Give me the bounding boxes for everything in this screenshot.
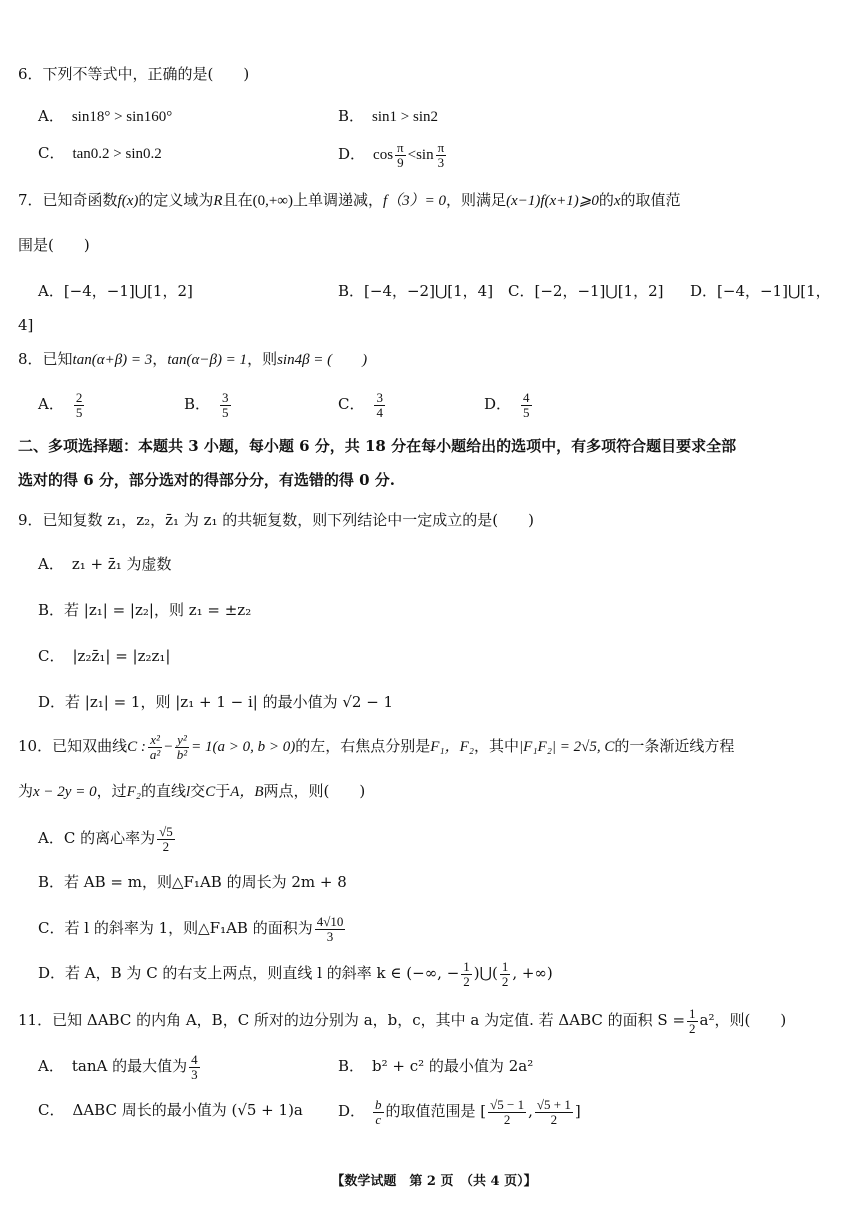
q9-stem: 9．已知复数 z₁，z₂，z̄₁ 为 z₁ 的共轭复数，则下列结论中一定成立的是( ) — [18, 511, 534, 529]
q7-option-b: B．[−4，−2]⋃[1，4] — [338, 282, 494, 300]
section2-heading-line2: 选对的得 6 分，部分选对的得部分分，有选错的得 0 分. — [18, 471, 395, 489]
q8-stem: 8．已知tan(α+β) = 3，tan(α−β) = 1，则sin4β = ( ) — [18, 350, 368, 368]
page-footer: 【数学试题 第 2 页 （共 4 页）】 — [331, 1174, 537, 1189]
q10-stem-line2: 为x − 2y = 0，过F₂的直线l交C于A，B两点，则( ) — [18, 782, 366, 800]
q8-option-d: D． $\frac{4}{5}$ — [484, 389, 530, 420]
q9-option-d: D．若 |z₁| = 1，则 |z₁ + 1 − i| 的最小值为 √2 − 1 — [38, 693, 394, 711]
q10-option-a: A．C 的离心率为 $\frac{√5}{2}$ — [38, 823, 173, 854]
q7-option-d: D．[−4，−1]⋃[1， — [690, 282, 831, 300]
q10-stem-line1: 10．已知双曲线C : $\frac{\text{x²}}{\text{a²}}$ − $\frac{\text{y²}}{\text{b²}}$ = 1(a > 0, b > 0)的左，右焦点分别是F₁，F₂，其中|F₁F₂| = 2√5, C的一条渐近线方程 — [18, 731, 735, 762]
q9-option-a: A． z₁ + z̄₁ 为虚数 — [38, 555, 172, 573]
q7-option-c: C．[−2，−1]⋃[1，2] — [508, 282, 664, 300]
q7-option-a: A．[−4，−1]⋃[1，2] — [38, 282, 193, 300]
q7-option-d-cont: 4] — [18, 316, 34, 334]
q11-option-d: D． $\frac{b}{c}$ 的取值范围是 [ $\frac{√5 - 1}{2}$ , $\frac{√5 + 1}{2}$ ] — [338, 1096, 581, 1127]
q11-option-a: A． tanA 的最大值为 $\frac{4}{3}$ — [38, 1051, 198, 1082]
q8-option-a: A． $\frac{2}{5}$ — [38, 389, 83, 420]
q6-option-a: A． sin18° > sin160° — [38, 107, 173, 125]
q7-stem-line1: 7．已知奇函数f(x)的定义域为R且在(0,+∞)上单调递减，f（3）= 0，则满足(x−1)f(x+1)⩾0的x的取值范 — [18, 191, 681, 209]
q8-option-b: B． $\frac{3}{5}$ — [184, 389, 229, 420]
section2-heading-line1: 二、多项选择题：本题共 3 小题，每小题 6 分，共 18 分在每小题给出的选项中，有多项符合题目要求全部 — [18, 437, 737, 455]
q6-option-c: C． tan0.2 > sin0.2 — [38, 144, 162, 162]
q10-option-b: B．若 AB = m，则△F₁AB 的周长为 2m + 8 — [38, 873, 347, 891]
q7-stem-line2: 围是( ) — [18, 236, 90, 254]
q6-option-b: B． sin1 > sin2 — [338, 107, 439, 125]
q8-option-c: C． $\frac{3}{4}$ — [338, 389, 383, 420]
q6-stem: 6．下列不等式中，正确的是( ) — [18, 65, 250, 83]
q9-option-c: C． |z₂z̄₁| = |z₂z₁| — [38, 647, 171, 665]
q9-option-b: B．若 |z₁| = |z₂|，则 z₁ = ±z₂ — [38, 601, 252, 619]
q11-stem: 11．已知 ΔABC 的内角 A，B，C 所对的边分别为 a，b，c，其中 a 为定值. 若 ΔABC 的面积 S = $\frac{1}{2}$ a²，则( ) — [18, 1005, 787, 1036]
q11-option-b: B． b² + c² 的最小值为 2a² — [338, 1057, 534, 1075]
q6-option-d: D． cos $\frac{\pi}{9}$ <sin $\frac{\pi}{3}$ — [338, 139, 445, 170]
q10-option-c: C．若 l 的斜率为 1，则△F₁AB 的面积为 $\frac{4√10}{3}$ — [38, 913, 344, 944]
q11-option-c: C． ΔABC 周长的最小值为 (√5 + 1)a — [38, 1101, 303, 1119]
q10-option-d: D．若 A，B 为 C 的右支上两点，则直线 l 的斜率 k ∈ (−∞, − $\frac{1}{2}$ )⋃( $\frac{1}{2}$ , +∞) — [38, 958, 553, 989]
